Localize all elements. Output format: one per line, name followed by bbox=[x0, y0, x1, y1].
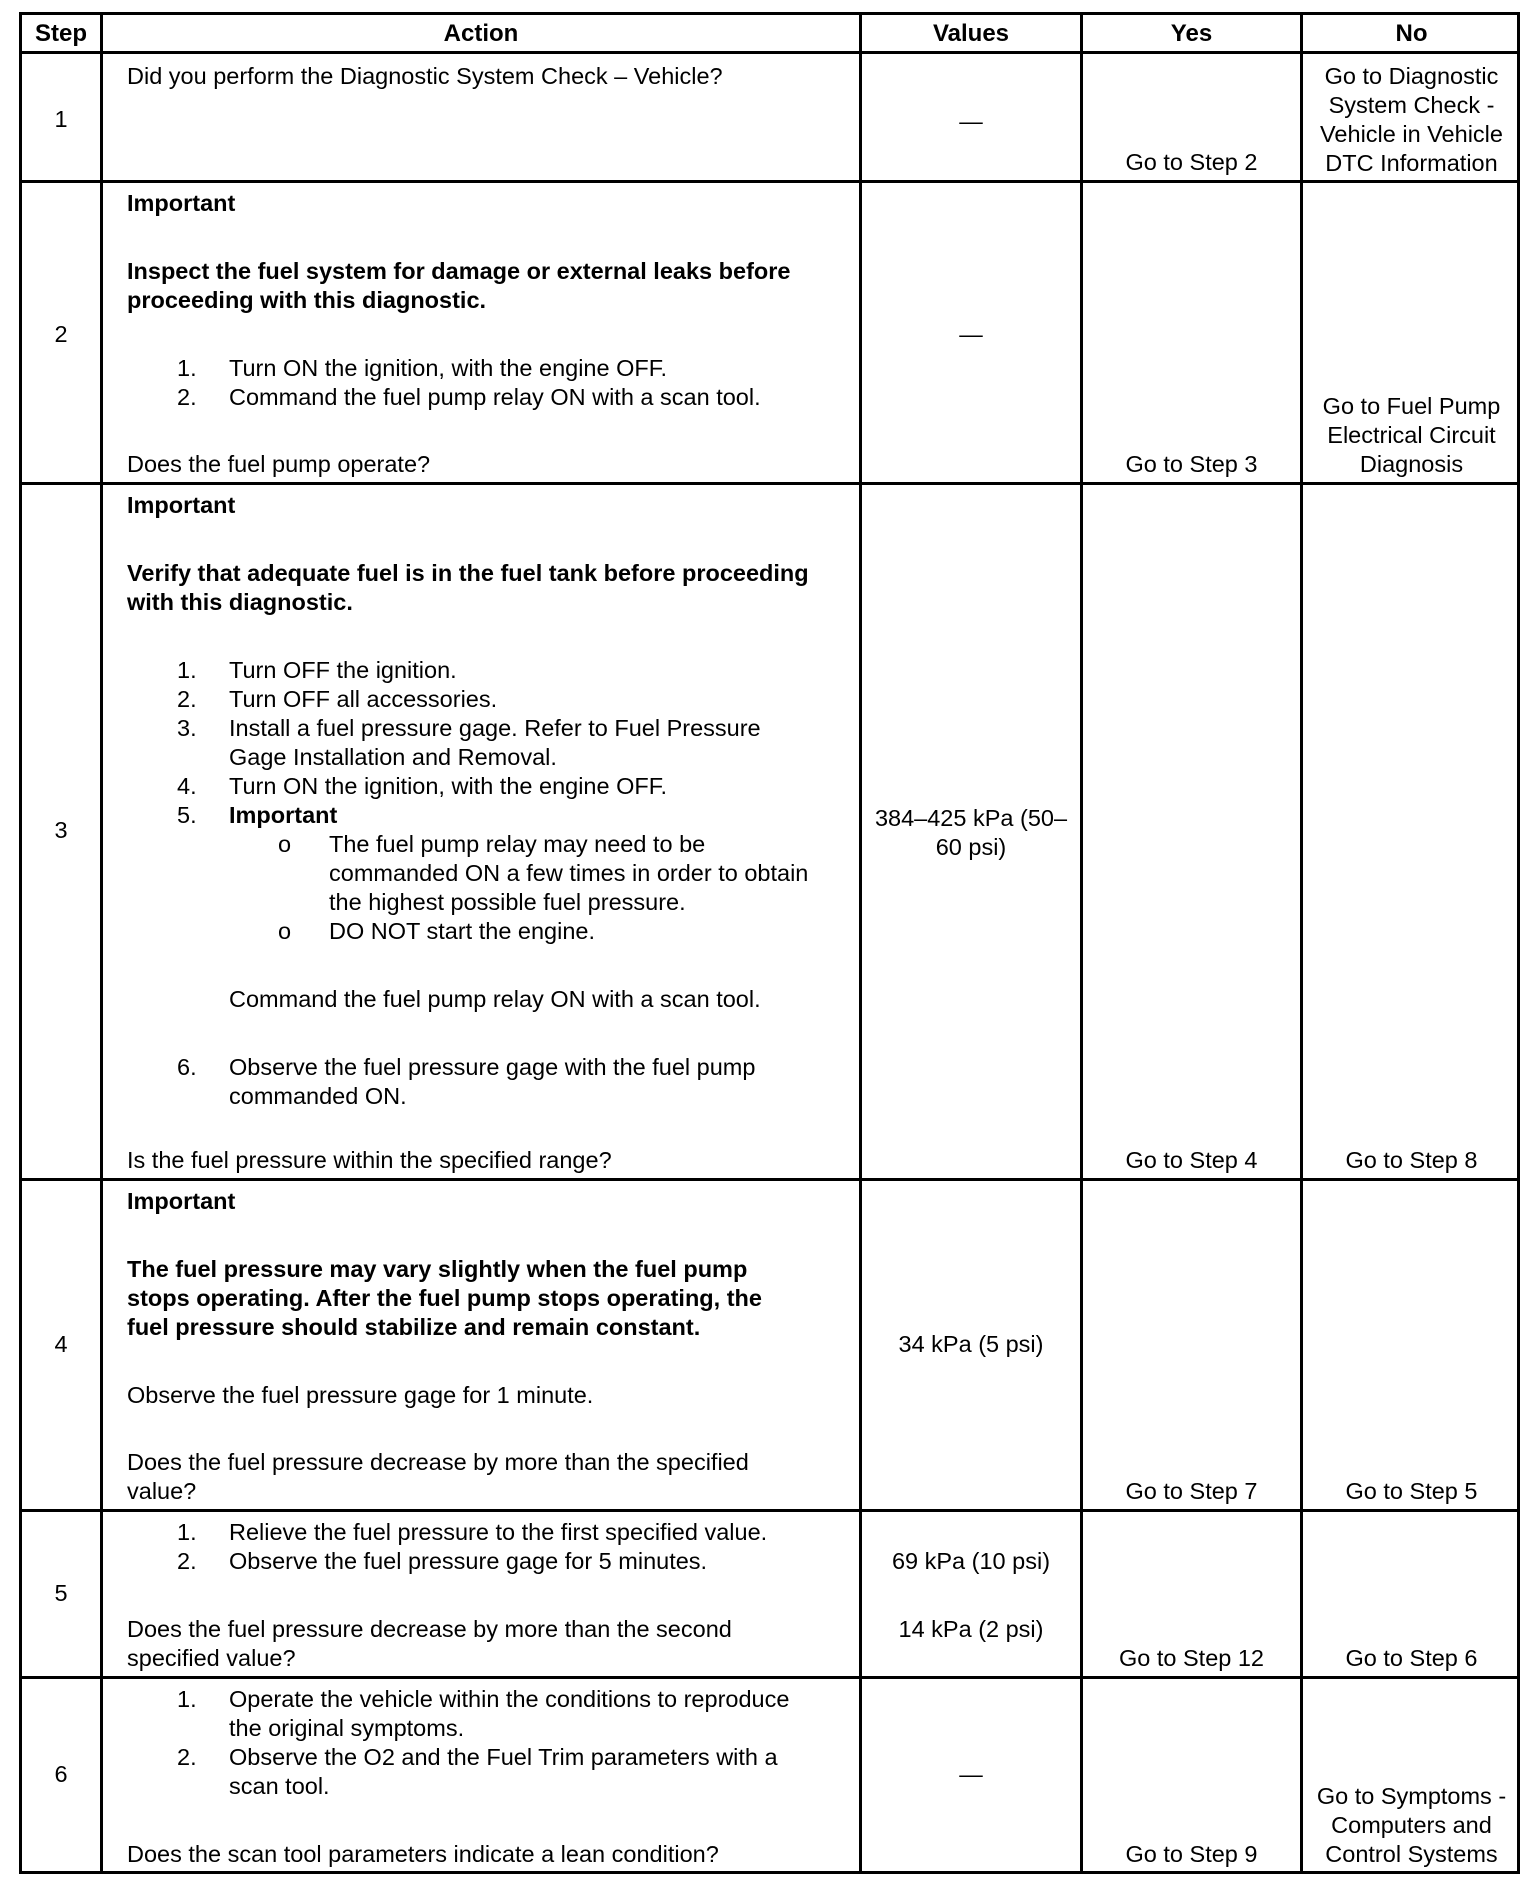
value-dash: — bbox=[959, 108, 983, 134]
important-label: Important bbox=[229, 802, 338, 828]
yes-action: Go to Step 4 bbox=[1125, 1147, 1258, 1173]
list-item: Turn ON the ignition, with the engine OFF. bbox=[229, 773, 668, 799]
bullet-text: DO NOT start the engine. bbox=[329, 918, 596, 944]
list-item: Install a fuel pressure gage. Refer to Fuel Pressure bbox=[229, 715, 761, 741]
list-item: Relieve the fuel pressure to the first specified value. bbox=[229, 1519, 768, 1545]
bullet-mark: o bbox=[278, 918, 292, 944]
list-item-number: 2. bbox=[177, 686, 197, 712]
step-number: 2 bbox=[54, 321, 68, 347]
action-question: Did you perform the Diagnostic System Check – Vehicle? bbox=[127, 63, 723, 89]
list-item-number: 3. bbox=[177, 715, 197, 741]
row-divider bbox=[22, 1509, 1517, 1512]
bullet-text: The fuel pump relay may need to be bbox=[329, 831, 706, 857]
list-item: Command the fuel pump relay ON with a scan tool. bbox=[229, 384, 761, 410]
no-action: Go to Step 6 bbox=[1345, 1645, 1478, 1671]
no-action: Vehicle in Vehicle bbox=[1320, 121, 1503, 147]
important-label: Important bbox=[127, 1188, 236, 1214]
step-number: 5 bbox=[54, 1580, 68, 1606]
important-note: The fuel pressure may vary slightly when the fuel pump bbox=[127, 1256, 748, 1282]
list-item-number: 1. bbox=[177, 1519, 197, 1545]
step-number: 3 bbox=[54, 817, 68, 843]
step-number: 1 bbox=[54, 106, 68, 132]
yes-action: Go to Step 12 bbox=[1118, 1645, 1265, 1671]
column-divider bbox=[100, 15, 103, 1871]
list-item-number: 2. bbox=[177, 384, 197, 410]
important-note: fuel pressure should stabilize and remain constant. bbox=[127, 1314, 701, 1340]
no-action: DTC Information bbox=[1325, 150, 1498, 176]
list-item: the original symptoms. bbox=[229, 1715, 465, 1741]
value-range: 60 psi) bbox=[935, 834, 1007, 860]
value-threshold: 69 kPa (10 psi) bbox=[891, 1548, 1051, 1574]
header-no: No bbox=[1395, 20, 1428, 47]
list-item: Observe the fuel pressure gage for 5 minutes. bbox=[229, 1548, 708, 1574]
yes-action: Go to Step 9 bbox=[1125, 1841, 1258, 1867]
header-values: Values bbox=[932, 20, 1010, 47]
no-action: Go to Fuel Pump bbox=[1322, 393, 1501, 419]
value-range: 384–425 kPa (50– bbox=[874, 805, 1068, 831]
column-divider bbox=[859, 15, 862, 1871]
important-label: Important bbox=[127, 492, 236, 518]
list-item-number: 1. bbox=[177, 1686, 197, 1712]
list-item-number: 2. bbox=[177, 1744, 197, 1770]
bullet-text: the highest possible fuel pressure. bbox=[329, 889, 686, 915]
value-dash: — bbox=[959, 1761, 983, 1787]
list-item-number: 2. bbox=[177, 1548, 197, 1574]
value-dash: — bbox=[959, 321, 983, 347]
no-action: Electrical Circuit bbox=[1327, 422, 1496, 448]
no-action: Control Systems bbox=[1325, 1841, 1498, 1867]
important-note: proceeding with this diagnostic. bbox=[127, 287, 487, 313]
row-divider bbox=[22, 180, 1517, 183]
bullet-text: commanded ON a few times in order to obtain bbox=[329, 860, 809, 886]
important-label: Important bbox=[127, 190, 236, 216]
command-text: Command the fuel pump relay ON with a scan tool. bbox=[229, 986, 761, 1012]
action-question: Does the fuel pump operate? bbox=[127, 451, 431, 477]
list-item: Turn ON the ignition, with the engine OFF. bbox=[229, 355, 668, 381]
header-step: Step bbox=[34, 20, 87, 47]
list-item-number: 1. bbox=[177, 355, 197, 381]
no-action: Computers and bbox=[1331, 1812, 1492, 1838]
header-yes: Yes bbox=[1170, 20, 1213, 47]
row-divider bbox=[22, 1178, 1517, 1181]
no-action: System Check - bbox=[1328, 92, 1495, 118]
important-note: Verify that adequate fuel is in the fuel tank before proceeding bbox=[127, 560, 809, 586]
list-item: Turn OFF all accessories. bbox=[229, 686, 498, 712]
action-question: value? bbox=[127, 1478, 197, 1504]
list-item: Operate the vehicle within the conditions to reproduce bbox=[229, 1686, 790, 1712]
value-threshold: 14 kPa (2 psi) bbox=[898, 1616, 1044, 1642]
important-note: with this diagnostic. bbox=[127, 589, 353, 615]
row-divider bbox=[22, 1676, 1517, 1679]
action-question: Is the fuel pressure within the specified range? bbox=[127, 1147, 612, 1173]
list-item-number: 6. bbox=[177, 1054, 197, 1080]
row-divider bbox=[22, 51, 1517, 54]
list-item: Observe the O2 and the Fuel Trim parameters with a bbox=[229, 1744, 778, 1770]
observe-text: Observe the fuel pressure gage for 1 minute. bbox=[127, 1382, 594, 1408]
action-question: Does the fuel pressure decrease by more than the specified bbox=[127, 1449, 749, 1475]
column-divider bbox=[1300, 15, 1303, 1871]
list-item: commanded ON. bbox=[229, 1083, 407, 1109]
row-divider bbox=[22, 482, 1517, 485]
list-item: Gage Installation and Removal. bbox=[229, 744, 557, 770]
yes-action: Go to Step 2 bbox=[1125, 149, 1258, 175]
diagnostic-table bbox=[19, 12, 1520, 1874]
important-note: Inspect the fuel system for damage or external leaks before bbox=[127, 258, 791, 284]
step-number: 6 bbox=[54, 1761, 68, 1787]
no-action: Go to Step 8 bbox=[1345, 1147, 1478, 1173]
value-threshold: 34 kPa (5 psi) bbox=[898, 1331, 1044, 1357]
list-item-number: 5. bbox=[177, 802, 197, 828]
header-action: Action bbox=[443, 20, 519, 47]
no-action: Go to Diagnostic bbox=[1324, 63, 1499, 89]
no-action: Go to Symptoms - bbox=[1316, 1783, 1507, 1809]
list-item: scan tool. bbox=[229, 1773, 330, 1799]
step-number: 4 bbox=[54, 1331, 68, 1357]
list-item-number: 1. bbox=[177, 657, 197, 683]
no-action: Go to Step 5 bbox=[1345, 1478, 1478, 1504]
list-item-number: 4. bbox=[177, 773, 197, 799]
list-item: Turn OFF the ignition. bbox=[229, 657, 457, 683]
yes-action: Go to Step 3 bbox=[1125, 451, 1258, 477]
action-question: Does the fuel pressure decrease by more than the second bbox=[127, 1616, 732, 1642]
action-question: specified value? bbox=[127, 1645, 296, 1671]
no-action: Diagnosis bbox=[1359, 451, 1464, 477]
list-item: Observe the fuel pressure gage with the fuel pump bbox=[229, 1054, 756, 1080]
action-question: Does the scan tool parameters indicate a lean condition? bbox=[127, 1841, 719, 1867]
yes-action: Go to Step 7 bbox=[1125, 1478, 1258, 1504]
column-divider bbox=[1080, 15, 1083, 1871]
bullet-mark: o bbox=[278, 831, 292, 857]
important-note: stops operating. After the fuel pump stops operating, the bbox=[127, 1285, 762, 1311]
